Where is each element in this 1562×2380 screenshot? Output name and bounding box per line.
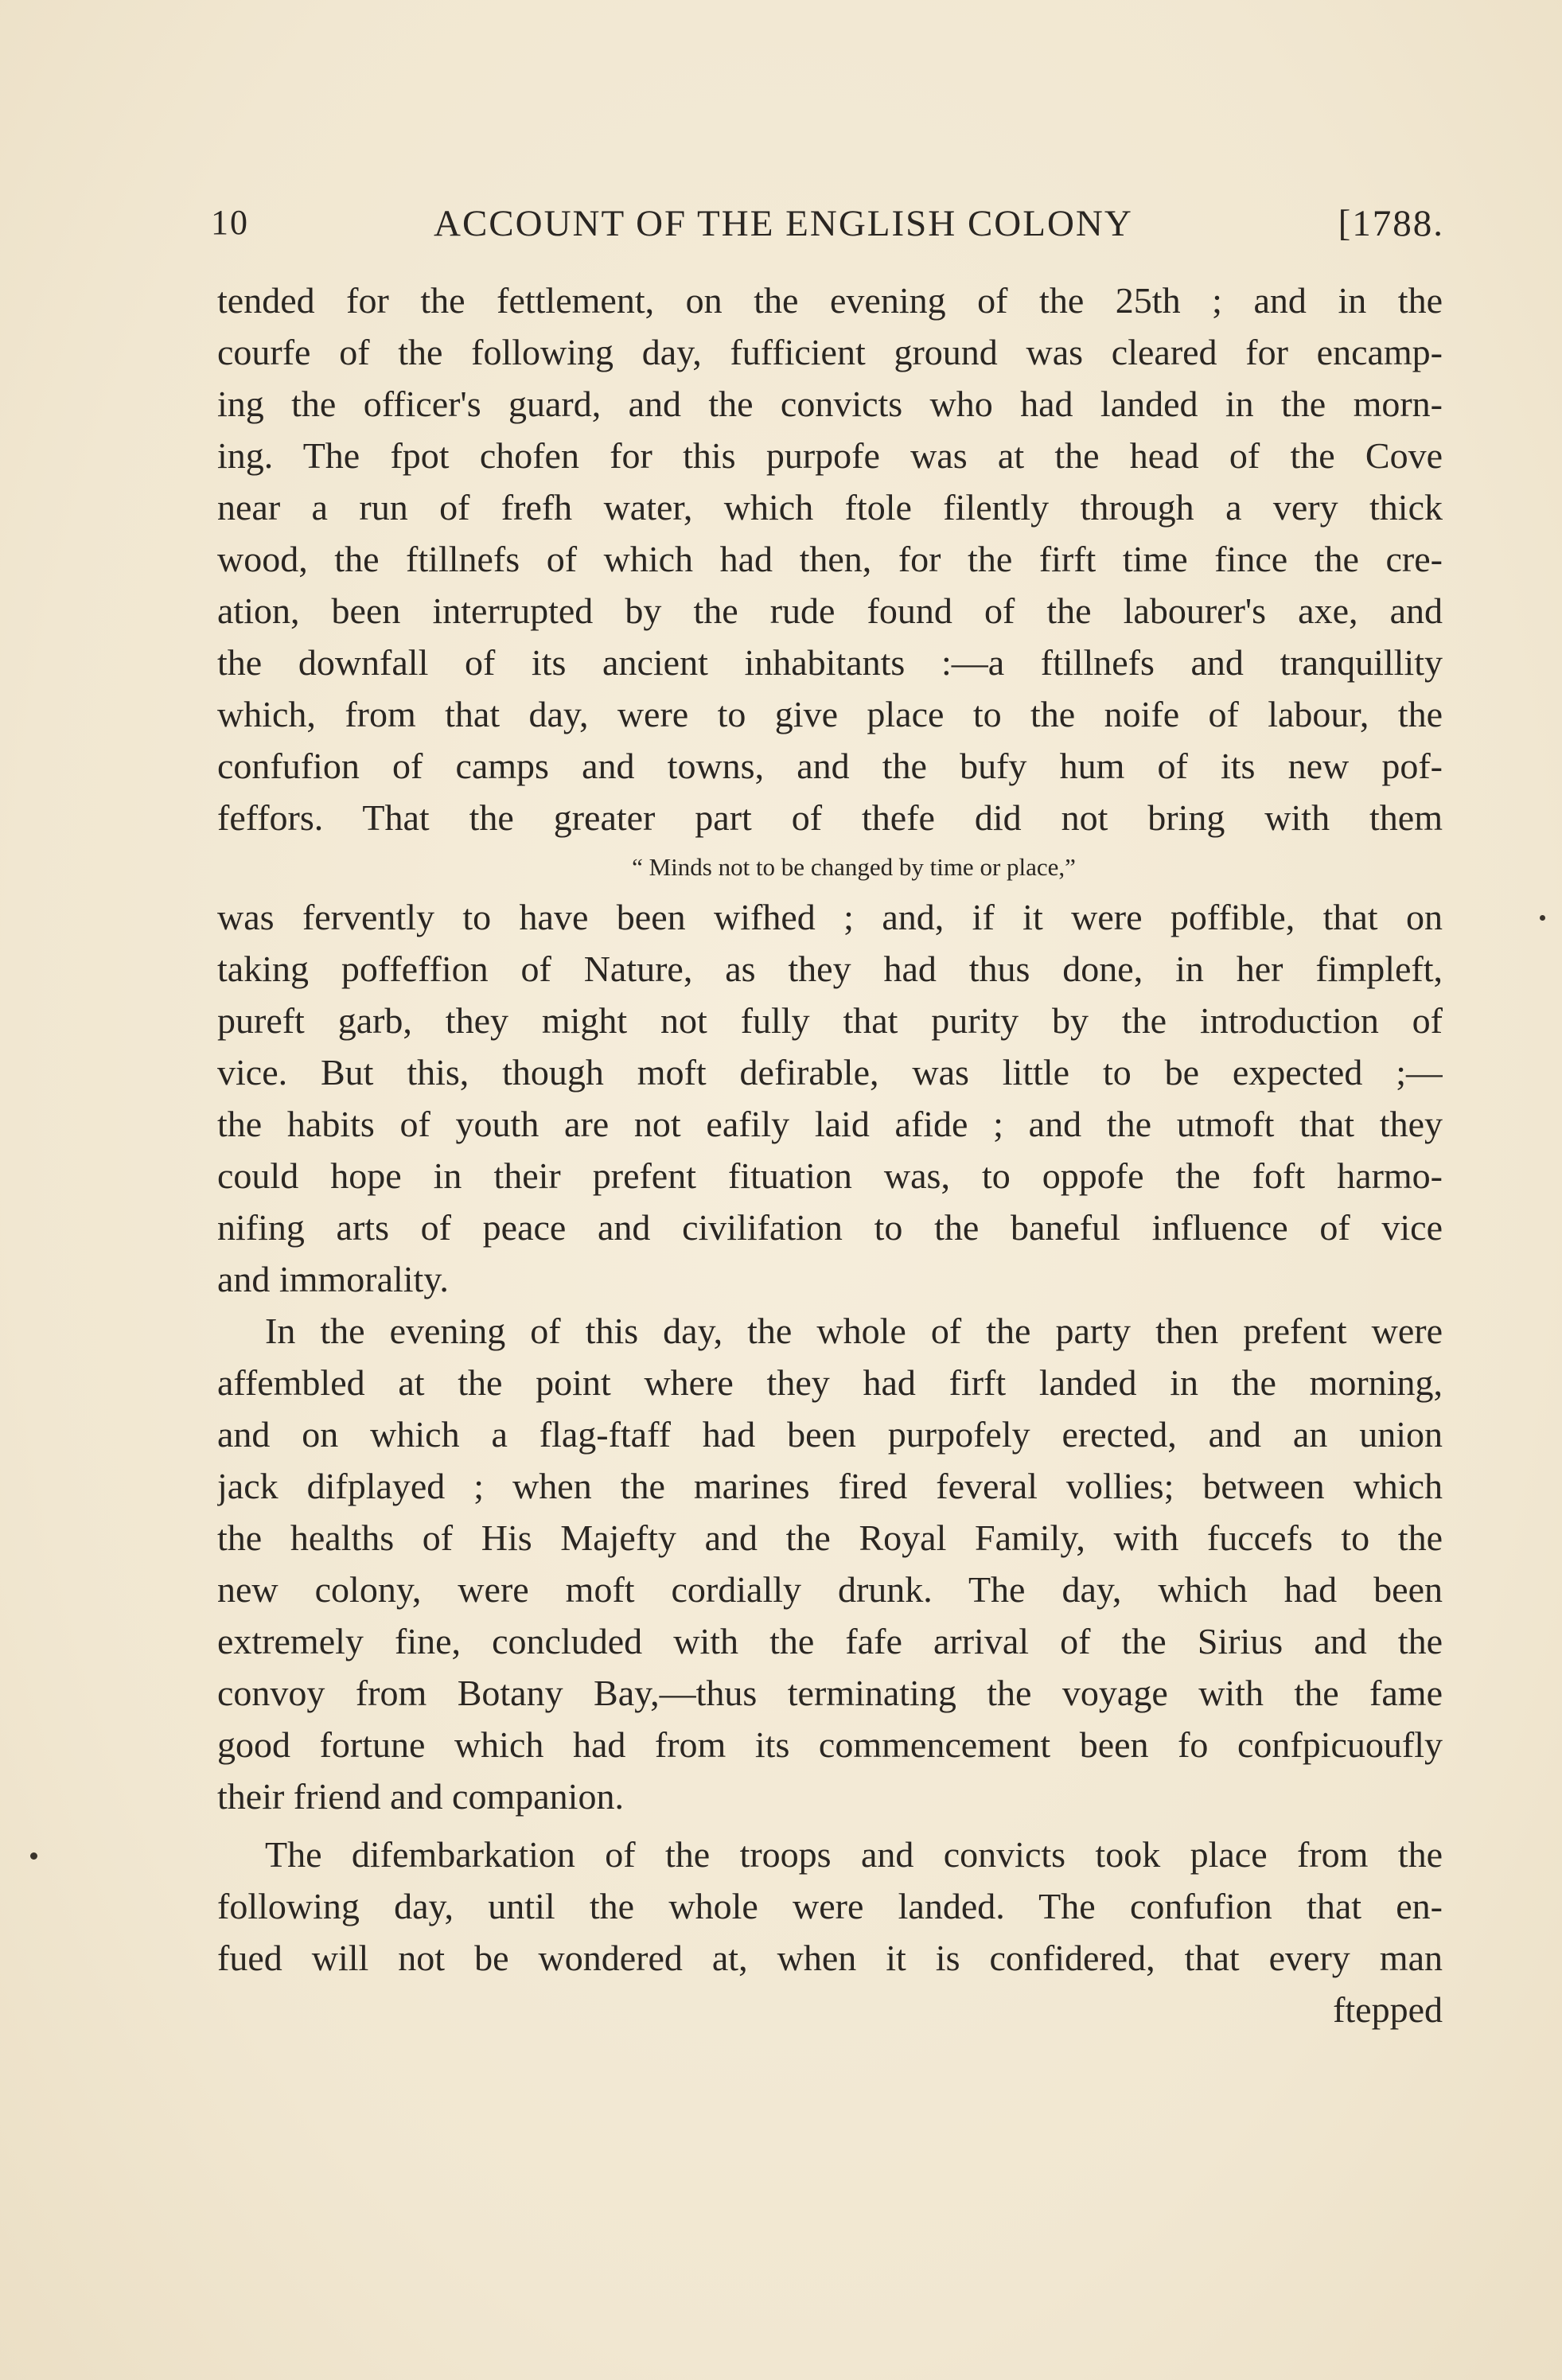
ink-speck <box>1540 915 1545 921</box>
text-line: ation, been interrupted by the rude found of the labourer's axe, and <box>217 590 1443 631</box>
text-line: good fortune which had from its commencement been fo confpicuoufly <box>217 1724 1443 1765</box>
running-header <box>211 191 1444 255</box>
text-line: which, from that day, were to give place to the noife of labour, the <box>217 694 1443 734</box>
text-line: tended for the fettlement, on the evening of the 25th ; and in the <box>217 280 1443 321</box>
paragraph-3 <box>217 1829 1443 2035</box>
text-line: convoy from Botany Bay,—thus terminating the voyage with the fame <box>217 1673 1443 1713</box>
text-line: the habits of youth are not eafily laid afide ; and the utmoft that they <box>217 1104 1443 1144</box>
text-line: was fervently to have been wifhed ; and, if it were poffible, that on <box>217 897 1443 937</box>
text-line: The difembarkation of the troops and convicts took place from the <box>265 1834 1443 1875</box>
text-line: feffors. That the greater part of thefe did not bring with them <box>217 797 1443 838</box>
text-line: their friend and companion. <box>217 1776 624 1817</box>
text-line: extremely fine, concluded with the fafe arrival of the Sirius and the <box>217 1621 1443 1661</box>
text-line: wood, the ftillnefs of which had then, for the firft time fince the cre- <box>217 539 1443 579</box>
text-line: and immorality. <box>217 1259 449 1299</box>
text-line: pureft garb, they might not fully that purity by the introduction of <box>217 1000 1443 1041</box>
running-title: ACCOUNT OF THE ENGLISH COLONY <box>434 203 1133 244</box>
ink-speck <box>30 1852 37 1860</box>
text-line: ing the officer's guard, and the convicts who had landed in the morn- <box>217 384 1443 424</box>
text-line: could hope in their prefent fituation was, to oppofe the foft harmo- <box>217 1155 1443 1196</box>
text-line: and on which a flag-ftaff had been purpofely erected, and an union <box>217 1414 1443 1455</box>
text-line: new colony, were moft cordially drunk. The day, which had been <box>217 1569 1443 1610</box>
text-line: the healths of His Majefty and the Royal Family, with fuccefs to the <box>217 1517 1443 1558</box>
paragraph-1 <box>217 275 1443 1305</box>
text-line: In the evening of this day, the whole of the party then prefent were <box>265 1311 1443 1351</box>
paragraph-2 <box>217 1305 1443 1822</box>
text-line: confufion of camps and towns, and the bufy hum of its new pof- <box>217 746 1443 786</box>
text-line: following day, until the whole were landed. The confufion that en- <box>217 1886 1443 1926</box>
paragraph-gap <box>217 1822 1443 1829</box>
block-quote: “ Minds not to be changed by time or place,” <box>632 853 1076 881</box>
text-line: vice. But this, though moft defirable, was little to be expected ;— <box>217 1052 1443 1093</box>
text-line: taking poffeffion of Nature, as they had thus done, in her fimpleft, <box>217 948 1443 989</box>
text-line: jack difplayed ; when the marines fired feveral vollies; between which <box>217 1466 1443 1506</box>
header-year: [1788. <box>1338 203 1444 244</box>
text-line: near a run of frefh water, which ftole filently through a very thick <box>217 487 1443 528</box>
catchword: ftepped <box>1333 1989 1443 2030</box>
text-line: courfe of the following day, fufficient ground was cleared for encamp- <box>217 332 1443 372</box>
text-line: fued will not be wondered at, when it is confidered, that every man <box>217 1938 1443 1978</box>
text-line: affembled at the point where they had firft landed in the morning, <box>217 1362 1443 1403</box>
text-line: nifing arts of peace and civilifation to the baneful influence of vice <box>217 1207 1443 1248</box>
text-line: the downfall of its ancient inhabitants :—a ftillnefs and tranquillity <box>217 642 1443 683</box>
page-number: 10 <box>211 203 249 242</box>
body-text <box>217 275 1443 2035</box>
text-line: ing. The fpot chofen for this purpofe was at the head of the Cove <box>217 435 1443 476</box>
